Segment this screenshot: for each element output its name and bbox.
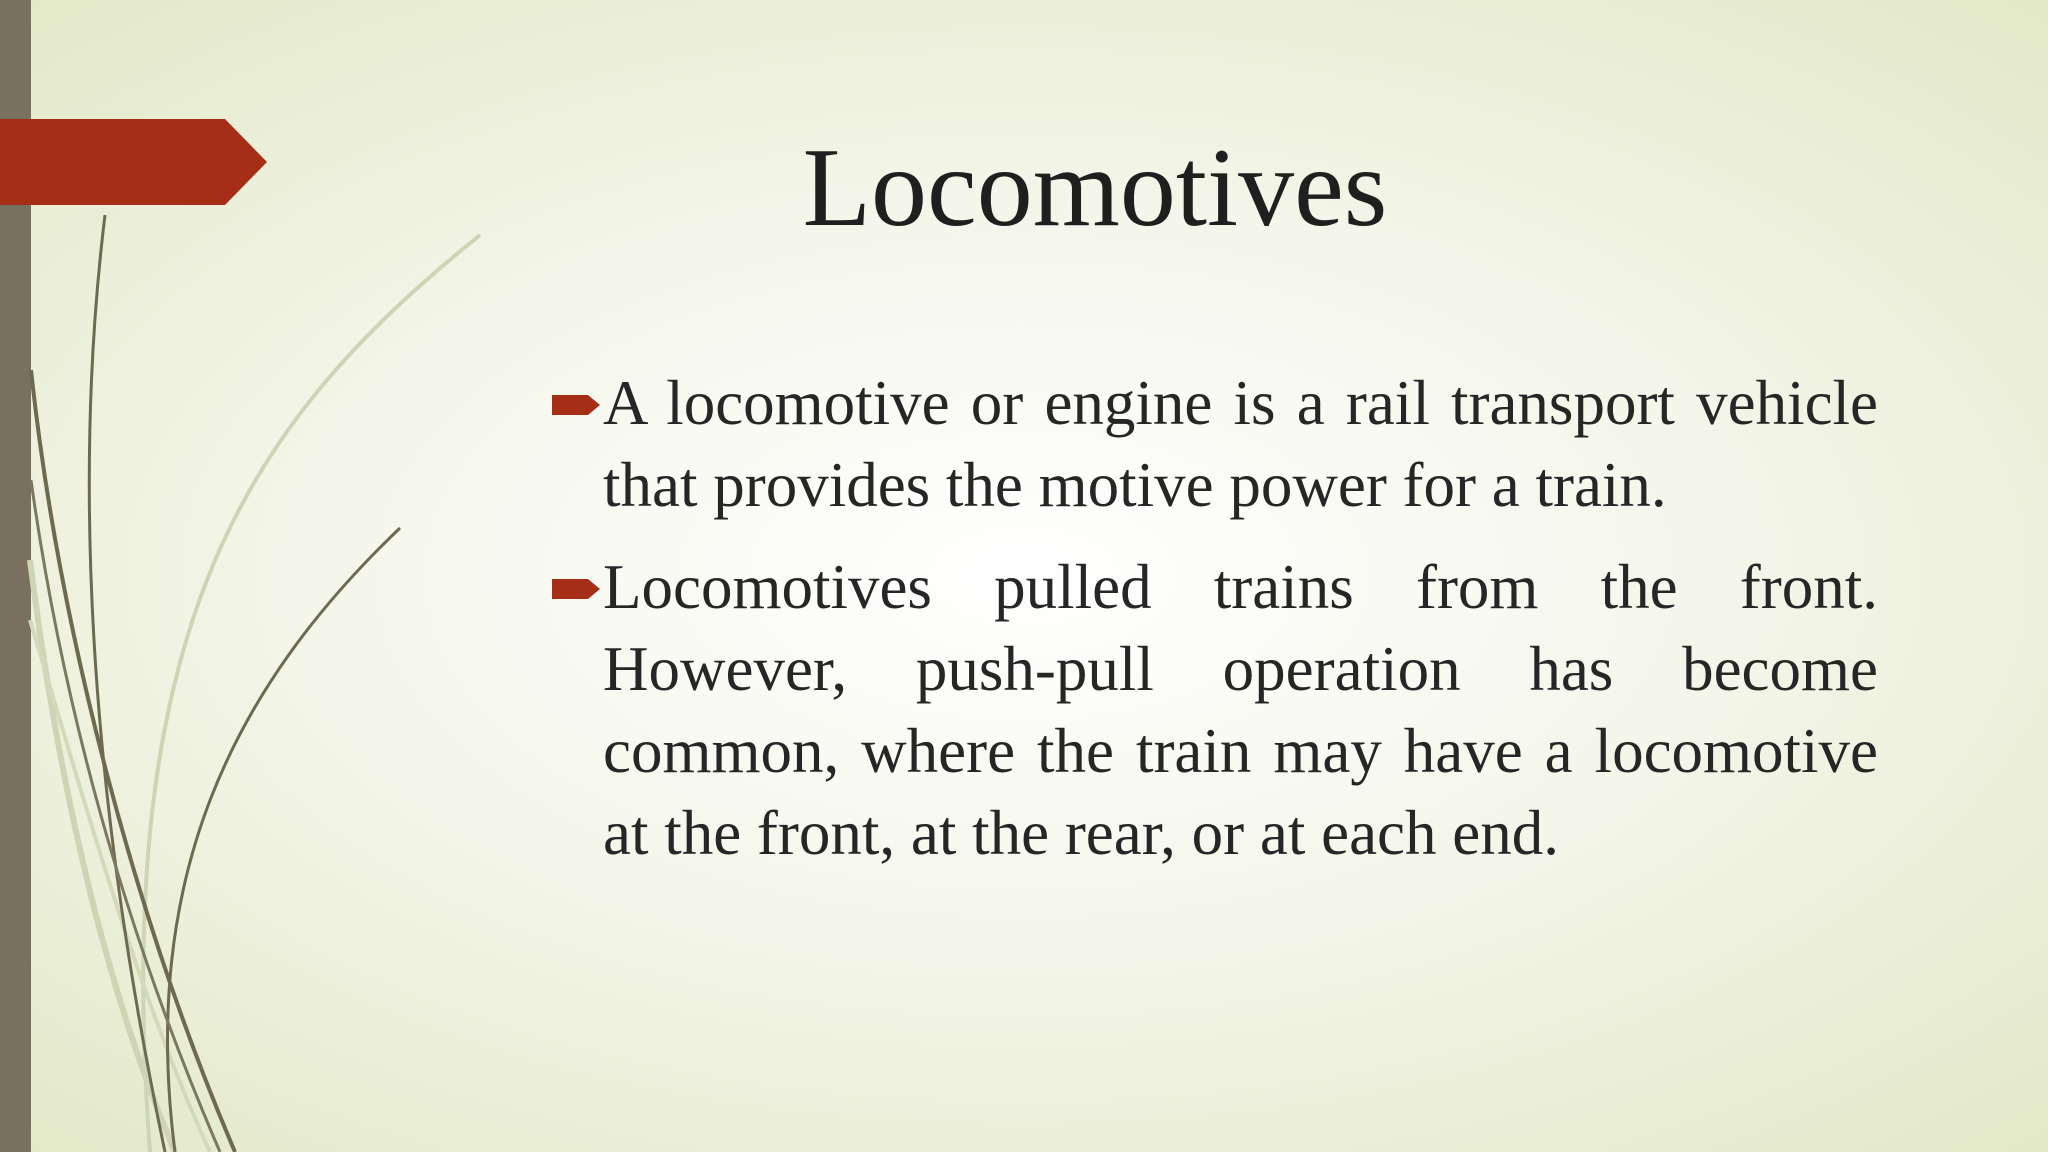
page-title: Locomotives bbox=[802, 126, 1388, 250]
grass-stem-dark bbox=[168, 528, 400, 1152]
bullet-text: Locomotives pulled trains from the front. However, push-pull operation has become common, where the train may have a locomotive at the front, at the rear, or at each end. bbox=[603, 552, 1878, 868]
title-arrow-tab bbox=[0, 119, 270, 207]
arrow-bullet-icon bbox=[552, 576, 602, 602]
list-item bbox=[548, 362, 1878, 526]
list-item bbox=[548, 546, 1878, 874]
grass-stem-dark bbox=[31, 480, 220, 1152]
grass-stem-light bbox=[143, 235, 480, 1152]
bullet-list bbox=[548, 362, 1878, 894]
bullet-text: A locomotive or engine is a rail transport vehicle that provides the motive power for a train. bbox=[603, 368, 1878, 520]
arrow-bullet-icon bbox=[552, 392, 602, 418]
